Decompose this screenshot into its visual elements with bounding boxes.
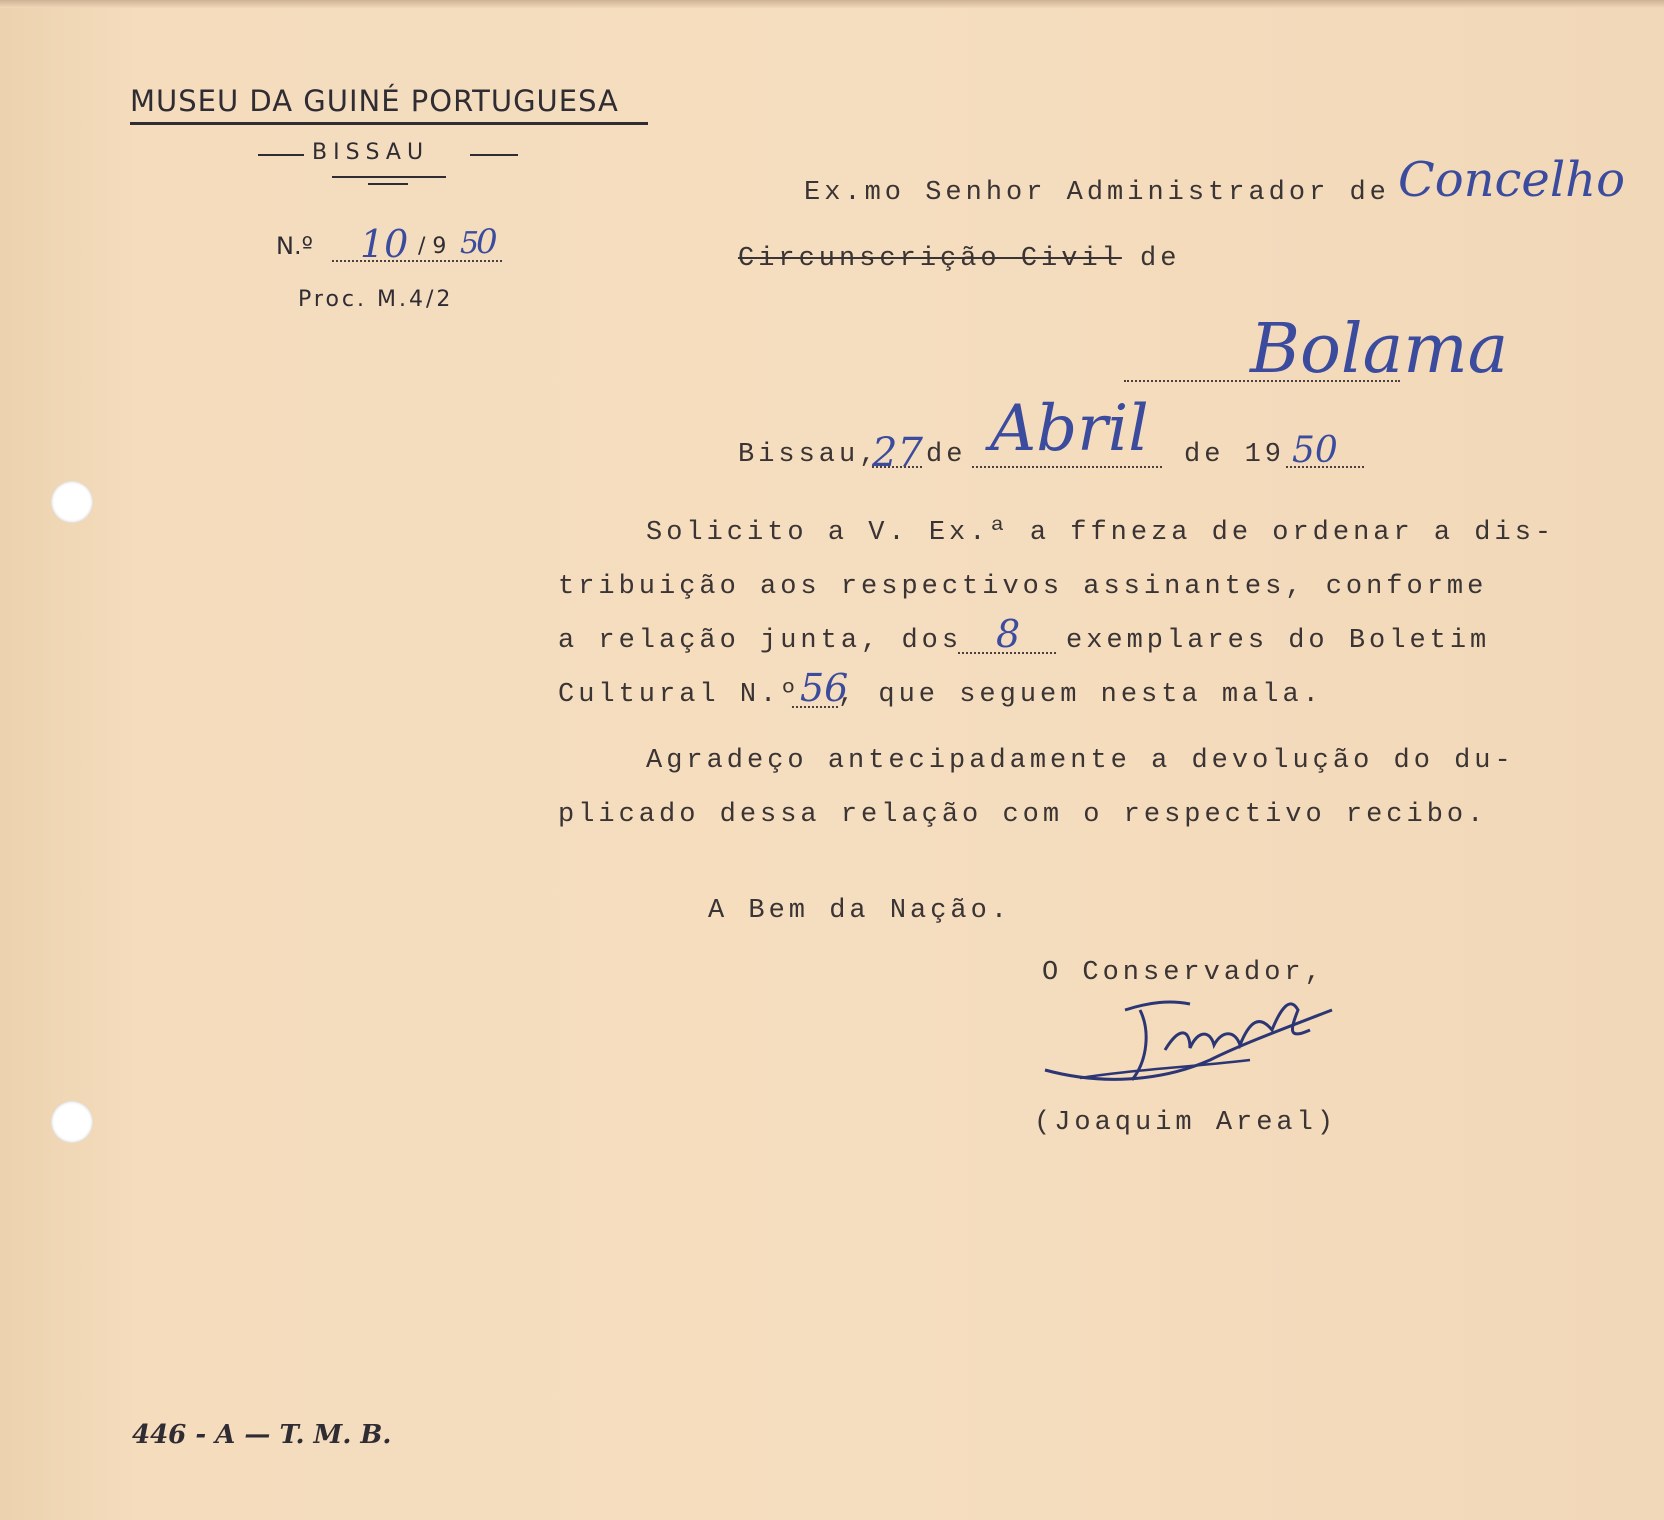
addressee-title-hand: Concelho: [1398, 152, 1625, 208]
date-day-hand: 27: [872, 430, 923, 476]
body-p1-line3a: a relação junta, dos: [558, 626, 963, 656]
ref-number-label: N.º: [276, 232, 313, 260]
date-year-hand: 50: [1292, 430, 1338, 471]
punch-hole-bottom: [51, 1101, 93, 1143]
date-de-2: de 19: [1184, 440, 1286, 470]
signature-image: [1040, 990, 1340, 1100]
body-p1-line3b: exemplares do Boletim: [1066, 626, 1491, 656]
body-p1-line4a: Cultural N.º: [558, 680, 801, 710]
letterhead-city: BISSAU: [312, 140, 430, 165]
copies-hand: 8: [996, 612, 1021, 656]
closing-role: O Conservador,: [1042, 958, 1325, 988]
process-number: Proc. M.4/2: [298, 287, 454, 312]
ref-year-hand-zero: 0: [476, 222, 498, 262]
form-code: 446 - A — T. M. B.: [132, 1420, 392, 1450]
date-month-dots: [972, 466, 1162, 468]
date-month-hand: Abril: [990, 392, 1149, 466]
closing-salutation: A Bem da Nação.: [708, 896, 1012, 926]
struck-circumscription: Circunscrição Civil: [738, 244, 1122, 274]
issue-hand: 56: [800, 666, 849, 710]
body-p1-line2: tribuição aos respectivos assinantes, conforme: [558, 572, 1488, 602]
ref-number-hand: 10: [360, 222, 409, 266]
city-dash-left: [258, 154, 304, 156]
letterhead-rule: [130, 122, 648, 125]
letterhead-small-rule-2: [368, 183, 408, 185]
date-de-1: de: [926, 440, 967, 470]
body-p2-line2: plicado dessa relação com o respectivo recibo.: [558, 800, 1488, 830]
struck-suffix: de: [1140, 244, 1181, 274]
place-hand: Bolama: [1250, 310, 1509, 389]
body-p1-line1: Solicito a V. Ex.ª a ffneza de ordenar a dis-: [646, 518, 1556, 548]
letterhead-small-rule: [332, 176, 446, 178]
letterhead-institution: MUSEU DA GUINÉ PORTUGUESA: [130, 84, 619, 118]
signatory-name: (Joaquim Areal): [1034, 1108, 1338, 1138]
body-p1-line4b: , que seguem nesta mala.: [838, 680, 1323, 710]
city-dash-right: [470, 154, 518, 156]
addressee-title: Ex.mo Senhor Administrador de: [804, 178, 1390, 208]
date-city: Bissau,: [738, 440, 880, 470]
paper-top-edge: [0, 0, 1664, 8]
body-p2-line1: Agradeço antecipadamente a devolução do du-: [646, 746, 1515, 776]
ref-year-hand: 5: [460, 226, 480, 261]
punch-hole-top: [51, 481, 93, 523]
ref-year-printed: / 9: [418, 234, 447, 259]
